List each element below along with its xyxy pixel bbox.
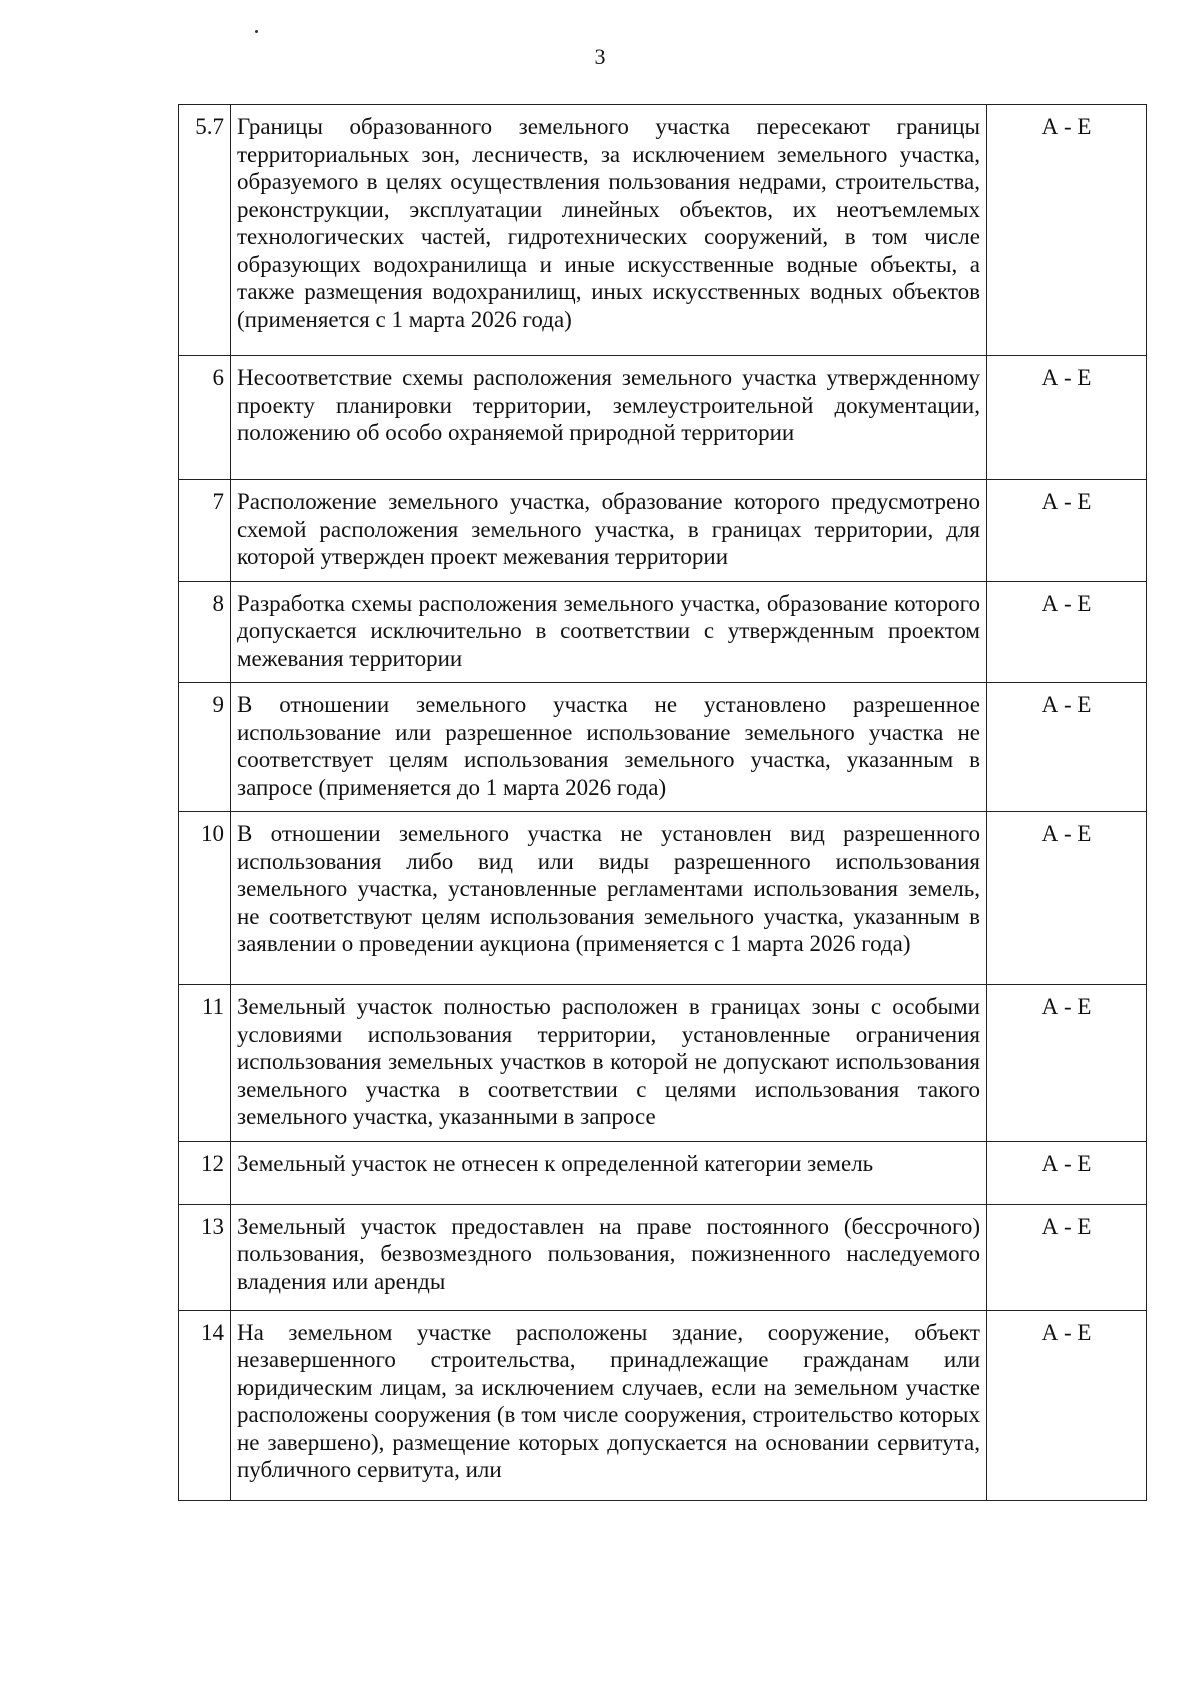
- table-row: [179, 480, 1147, 582]
- row-text: Земельный участок предоставлен на праве постоянного (бессрочного) пользования, безвозмездного пользования, пожизненного наследуемого владения или аренды: [231, 1204, 987, 1310]
- table-row: [179, 1204, 1147, 1310]
- refusal-criteria-table: [178, 104, 1147, 1501]
- row-text: В отношении земельного участка не установлен вид разрешенного использования либо вид или виды разрешенного использования земельного участка, установленные регламентами использования земель, не соответствуют целям использования земельного участка, указанным в заявлении о проведении аукциона (применяется с 1 марта 2026 года): [231, 812, 987, 985]
- table-row: [179, 105, 1147, 356]
- row-number: 7: [179, 480, 231, 582]
- row-number: 6: [179, 356, 231, 480]
- row-code: А - Е: [987, 985, 1147, 1142]
- row-number: 9: [179, 683, 231, 812]
- row-code: А - Е: [987, 581, 1147, 683]
- row-code: А - Е: [987, 1141, 1147, 1204]
- page-number: 3: [594, 44, 606, 69]
- row-text: Границы образованного земельного участка пересекают границы территориальных зон, лесничеств, за исключением земельного участка, образуемого в целях осуществления пользования недрами, строительства, реконструкции, эксплуатации линейных объектов, их неотъемлемых технологических частей, гидротехнических сооружений, в том числе образующих водохранилища и иные искусственные водные объекты, а также размещения водохранилищ, иных искусственных водных объектов (применяется с 1 марта 2026 года): [231, 105, 987, 356]
- row-text: Земельный участок не отнесен к определенной категории земель: [231, 1141, 987, 1204]
- row-text: Несоответствие схемы расположения земельного участка утвержденному проекту планировки территории, землеустроительной документации, положению об особо охраняемой природной территории: [231, 356, 987, 480]
- table-row: [179, 1141, 1147, 1204]
- row-number: 8: [179, 581, 231, 683]
- row-text: На земельном участке расположены здание, сооружение, объект незавершенного строительства, принадлежащие гражданам или юридическим лицам, за исключением случаев, если на земельном участке расположены сооружения (в том числе сооружения, строительство которых не завершено), размещение которых допускается на основании сервитута, публичного сервитута, или: [231, 1310, 987, 1500]
- row-code: А - Е: [987, 812, 1147, 985]
- row-code: А - Е: [987, 683, 1147, 812]
- table-row: [179, 1310, 1147, 1500]
- row-code: А - Е: [987, 1204, 1147, 1310]
- table-row: [179, 581, 1147, 683]
- row-text: Расположение земельного участка, образование которого предусмотрено схемой расположения земельного участка, в границах территории, для которой утвержден проект межевания территории: [231, 480, 987, 582]
- row-number: 5.7: [179, 105, 231, 356]
- row-number: 10: [179, 812, 231, 985]
- scan-speck: [255, 30, 258, 33]
- row-code: А - Е: [987, 1310, 1147, 1500]
- table-row: [179, 812, 1147, 985]
- row-number: 12: [179, 1141, 231, 1204]
- table-row: [179, 985, 1147, 1142]
- row-code: А - Е: [987, 105, 1147, 356]
- row-code: А - Е: [987, 480, 1147, 582]
- row-code: А - Е: [987, 356, 1147, 480]
- row-text: Земельный участок полностью расположен в границах зоны с особыми условиями использования территории, установленные ограничения использования земельных участков в которой не допускают использования земельного участка в соответствии с целями использования такого земельного участка, указанными в запросе: [231, 985, 987, 1142]
- row-text: Разработка схемы расположения земельного участка, образование которого допускается исключительно в соответствии с утвержденным проектом межевания территории: [231, 581, 987, 683]
- table-row: [179, 683, 1147, 812]
- row-text: В отношении земельного участка не установлено разрешенное использование или разрешенное использование земельного участка не соответствует целям использования земельного участка, указанным в запросе (применяется до 1 марта 2026 года): [231, 683, 987, 812]
- row-number: 11: [179, 985, 231, 1142]
- row-number: 14: [179, 1310, 231, 1500]
- table-row: [179, 356, 1147, 480]
- row-number: 13: [179, 1204, 231, 1310]
